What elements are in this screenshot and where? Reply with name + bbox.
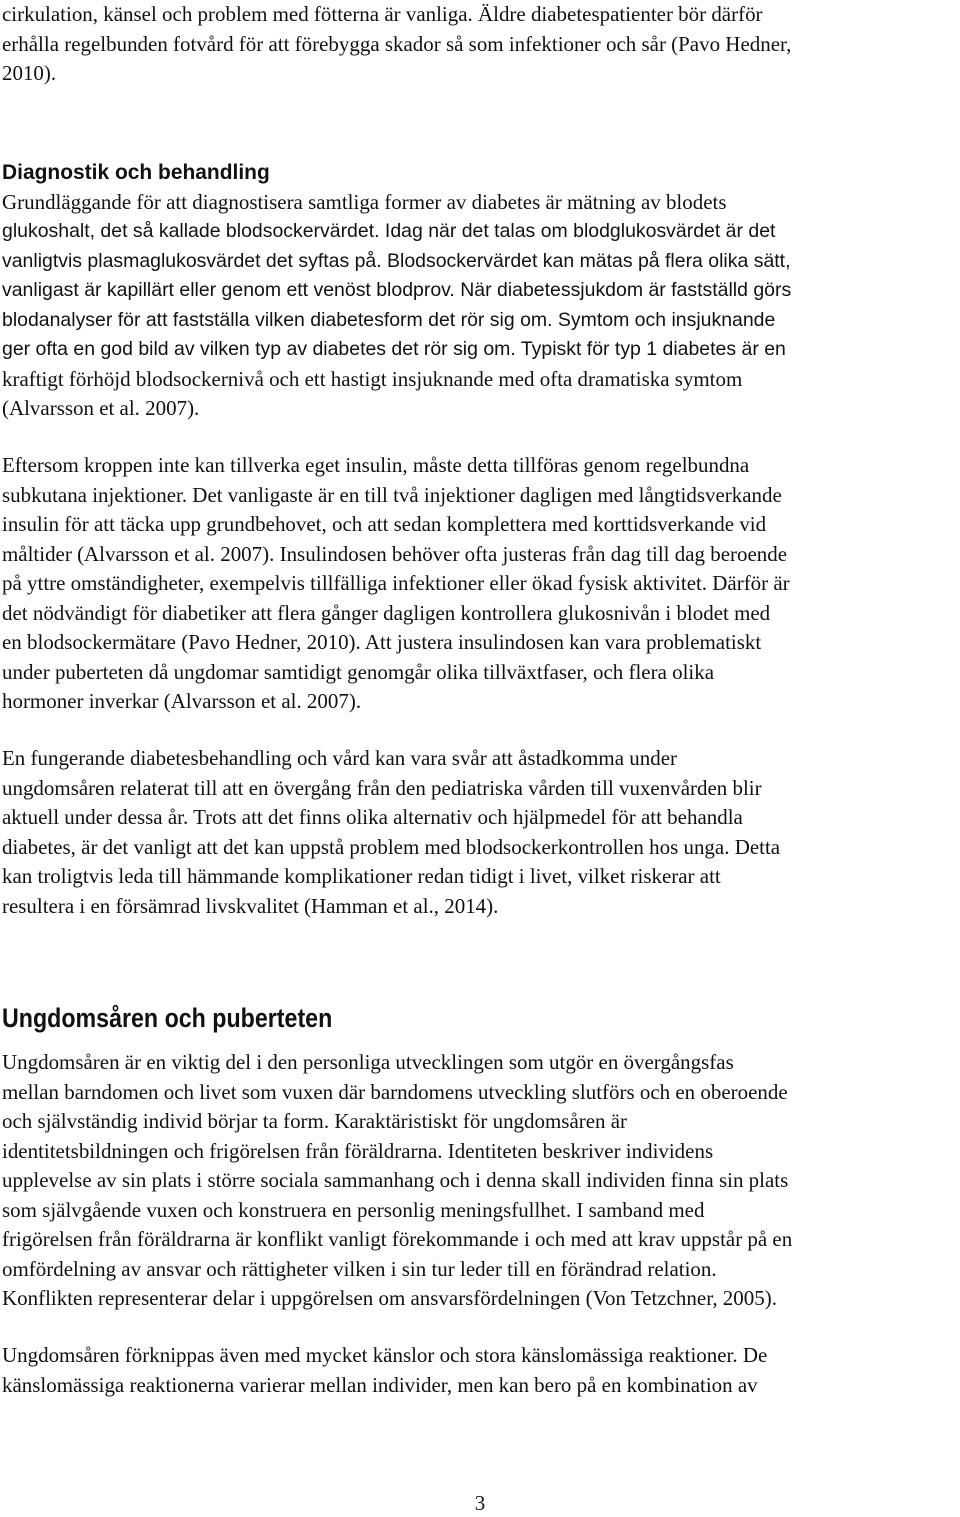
- text-line: Ungdomsåren förknippas även med mycket känslor och stora känslomässiga reaktioner. De: [2, 1343, 768, 1367]
- text-line: omfördelning av ansvar och rättigheter vilken i sin tur leder till en förändrad relation.: [2, 1256, 717, 1281]
- paragraph-insulin: [2, 451, 958, 717]
- text-line: Konflikten representerar delar i uppgörelsen om ansvarsfördelningen (Von Tetzchner, 2005).: [2, 1286, 777, 1310]
- text-line: mellan barndomen och livet som vuxen där barndomens utveckling slutförs och en oberoende: [2, 1079, 788, 1104]
- section-ungdom-heading: [2, 1002, 958, 1034]
- paragraph-kanslor: [2, 1341, 958, 1400]
- paragraph-intro: [2, 0, 958, 89]
- text-line: hormoner inverkar (Alvarsson et al. 2007).: [2, 689, 362, 713]
- text-line: och självständig individ börjar ta form. Karaktäristiskt för ungdomsåren är: [2, 1109, 628, 1133]
- text-line: kan troligtvis leda till hämmande komplikationer redan tidigt i livet, vilket riskerar att: [2, 864, 721, 888]
- text-line: 2010).: [2, 61, 57, 85]
- page-number: 3: [474, 1491, 486, 1515]
- text-line: en blodsockermätare (Pavo Hedner, 2010). Att justera insulindosen kan vara problematiskt: [2, 630, 762, 654]
- text-line: aktuell under dessa år. Trots att det finns olika alternativ och hjälpmedel för att behandla: [2, 805, 743, 829]
- section-diagnostik: [2, 158, 958, 424]
- text-line: identitetsbildningen och frigörelsen från föräldrarna. Identiteten beskriver individens: [2, 1138, 714, 1163]
- text-line: Grundläggande för att diagnostisera samtliga former av diabetes är mätning av blodets: [2, 189, 727, 214]
- text-line: ger ofta en god bild av vilken typ av diabetes det rör sig om. Typiskt för typ 1 diabetes är en: [2, 338, 786, 360]
- text-line: glukoshalt, det så kallade blodsockervärdet. Idag när det talas om blodglukosvärdet är det: [2, 220, 776, 242]
- text-line: kraftigt förhöjd blodsockernivå och ett hastigt insjuknande med ofta dramatiska symtom: [2, 366, 743, 391]
- text-line: erhålla regelbunden fotvård för att förebygga skador så som infektioner och sår (Pavo Hedner,: [2, 31, 792, 56]
- text-line: känslomässiga reaktionerna varierar mellan individer, men kan bero på en kombination av: [2, 1372, 758, 1397]
- text-line: det nödvändigt för diabetiker att flera gånger dagligen kontrollera glukosnivån i blodet med: [2, 600, 771, 625]
- text-line: (Alvarsson et al. 2007).: [2, 396, 200, 420]
- text-line: vanligtvis plasmaglukosvärdet det syftas på. Blodsockervärdet kan mätas på flera olika sätt,: [2, 249, 791, 272]
- paragraph-ungdom: [2, 1048, 958, 1314]
- text-line: cirkulation, känsel och problem med fötterna är vanliga. Äldre diabetespatienter bör därför: [2, 2, 763, 26]
- text-line: Eftersom kroppen inte kan tillverka eget insulin, måste detta tillföras genom regelbundna: [2, 453, 750, 477]
- text-line: subkutana injektioner. Det vanligaste är en till två injektioner dagligen med långtidsverkande: [2, 482, 782, 507]
- text-line: resultera i en försämrad livskvalitet (Hamman et al., 2014).: [2, 893, 499, 918]
- section-heading-diagnostik: Diagnostik och behandling: [2, 161, 270, 184]
- text-line: måltider (Alvarsson et al. 2007). Insulindosen behöver ofta justeras från dag till dag beroende: [2, 541, 788, 566]
- text-line: under puberteten då ungdomar samtidigt genomgår olika tillväxtfaser, och flera olika: [2, 659, 715, 684]
- section-heading-ungdomsaren: Ungdomsåren och puberteten: [2, 1003, 333, 1033]
- text-line: blodanalyser för att fastställa vilken diabetesform det rör sig om. Symtom och insjuknande: [2, 308, 776, 331]
- text-line: Ungdomsåren är en viktig del i den personliga utvecklingen som utgör en övergångsfas: [2, 1050, 734, 1074]
- text-line: diabetes, är det vanligt att det kan uppstå problem med blodsockerkontrollen hos unga. Detta: [2, 834, 781, 859]
- text-line: insulin för att täcka upp grundbehovet, och att sedan komplettera med korttidsverkande vid: [2, 512, 767, 536]
- text-line: En fungerande diabetesbehandling och vård kan vara svår att åstadkomma under: [2, 746, 678, 770]
- text-line: frigörelsen från föräldrarna är konflikt vanligt förekommande i och med att krav uppstår på en: [2, 1227, 793, 1251]
- text-line: ungdomsåren relaterat till att en övergång från den pediatriska vården till vuxenvården blir: [2, 775, 762, 800]
- text-line: på yttre omständigheter, exempelvis tillfälliga infektioner eller ökad fysisk aktivitet. Därför är: [2, 571, 790, 595]
- text-line: vanligast är kapillärt eller genom ett venöst blodprov. När diabetessjukdom är fastställd görs: [2, 279, 792, 301]
- paragraph-behandling: [2, 744, 958, 921]
- text-line: upplevelse av sin plats i större sociala sammanhang och i denna skall individen finna sin plats: [2, 1168, 789, 1192]
- text-line: som självgående vuxen och konstruera en personlig meningsfullhet. I samband med: [2, 1197, 705, 1222]
